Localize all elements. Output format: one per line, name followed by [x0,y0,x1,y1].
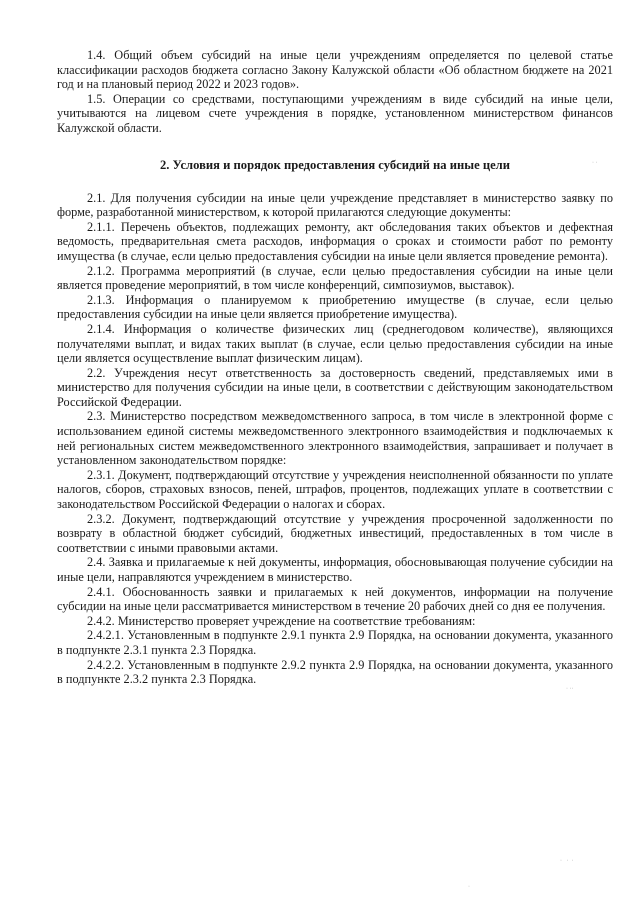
paragraph-1-5: 1.5. Операции со средствами, поступающими учреждениям в виде субсидий на иные цели, учитываются на лицевом счете учреждения в порядке, установленном министерством финансов Калужской области. [57,91,613,135]
paragraph-2-4-2-2: 2.4.2.2. Установленным в подпункте 2.9.2 пункта 2.9 Порядка, на основании документа, указанного в подпункте 2.3.2 пункта 2.3 Порядка. [57,657,613,687]
scan-speck: · ·· [566,686,574,692]
section-heading: 2. Условия и порядок предоставления субсидий на иные цели [159,157,510,172]
paragraph-2-3-1: 2.3.1. Документ, подтверждающий отсутствие у учреждения неисполненной обязанности по уплате налогов, сборов, страховых взносов, пеней, штрафов, процентов, подлежащих уплате в соответствии с законодательством Российской Федерации о налогах и сборах. [57,467,613,512]
paragraph-2-1: 2.1. Для получения субсидии на иные цели учреждение представляет в министерство заявку по форме, разработанной министерством, к которой прилагаются следующие документы: [57,190,613,220]
paragraph-2-4-2: 2.4.2. Министерство проверяет учреждение на соответствие требованиям: [87,613,476,628]
paragraph-2-3-2: 2.3.2. Документ, подтверждающий отсутствие у учреждения просроченной задолженности по возврату в областной бюджет субсидий, бюджетных инвестиций, предоставленных в том числе в соответствии с иными правовыми актами. [57,511,613,555]
paragraph-1-4: 1.4. Общий объем субсидий на иные цели учреждениям определяется по целевой статье классификации расходов бюджета согласно Закону Калужской области «Об областном бюджете на 2021 год и на плановый период 2022 и 2023 годов». [57,48,613,92]
paragraph-2-1-4: 2.1.4. Информация о количестве физических лиц (среднегодовом количестве), являющихся получателями выплат, и видах таких выплат (в случае, если целью предоставления субсидии на иные цели является осуществление выплат физическим лицам). [57,321,613,366]
paragraph-2-3: 2.3. Министерство посредством межведомственного запроса, в том числе в электронной форме с использованием единой системы межведомственного электронного взаимодействия и подключаемых к ней региональных систем межведомственного электронного взаимодействия, запрашивает и получает в установленном законодательством порядке: [57,409,613,468]
paragraph-2-4-2-1: 2.4.2.1. Установленным в подпункте 2.9.1 пункта 2.9 Порядка, на основании документа, указанного в подпункте 2.3.1 пункта 2.3 Порядка. [57,628,613,657]
paragraph-2-2: 2.2. Учреждения несут ответственность за достоверность сведений, представляемых ими в министерство для получения субсидии на иные цели, в соответствии с действующим законодательством Российской Федерации. [57,365,613,409]
paragraph-2-1-3: 2.1.3. Информация о планируемом к приобретению имуществе (в случае, если целью предоставления субсидии на иные цели является приобретение имущества). [57,292,613,322]
paragraph-2-4-1: 2.4.1. Обоснованность заявки и прилагаемых к ней документов, информации на получение субсидии на иные цели рассматривается министерством в течение 20 рабочих дней со дня ее получения. [57,584,613,614]
paragraph-2-1-2: 2.1.2. Программа мероприятий (в случае, если целью предоставления субсидии на иные цели является проведение мероприятий, в том числе конференций, симпозиумов, выставок). [57,263,613,293]
paragraph-2-4: 2.4. Заявка и прилагаемые к ней документы, информация, обосновывающая получение субсидии на иные цели, направляются учреждением в министерство. [57,555,613,584]
scan-speck: · · [592,160,598,166]
paragraph-2-1-1: 2.1.1. Перечень объектов, подлежащих ремонту, акт обследования таких объектов и дефектная ведомость, предварительная смета расходов, информация о сроках и стоимости работ по ремонту имущества (в случае, если целью предоставления субсидии на иные цели является проведение ремонта). [57,219,613,263]
scan-speck: · · · [560,858,574,864]
scan-speck: · [468,884,470,890]
